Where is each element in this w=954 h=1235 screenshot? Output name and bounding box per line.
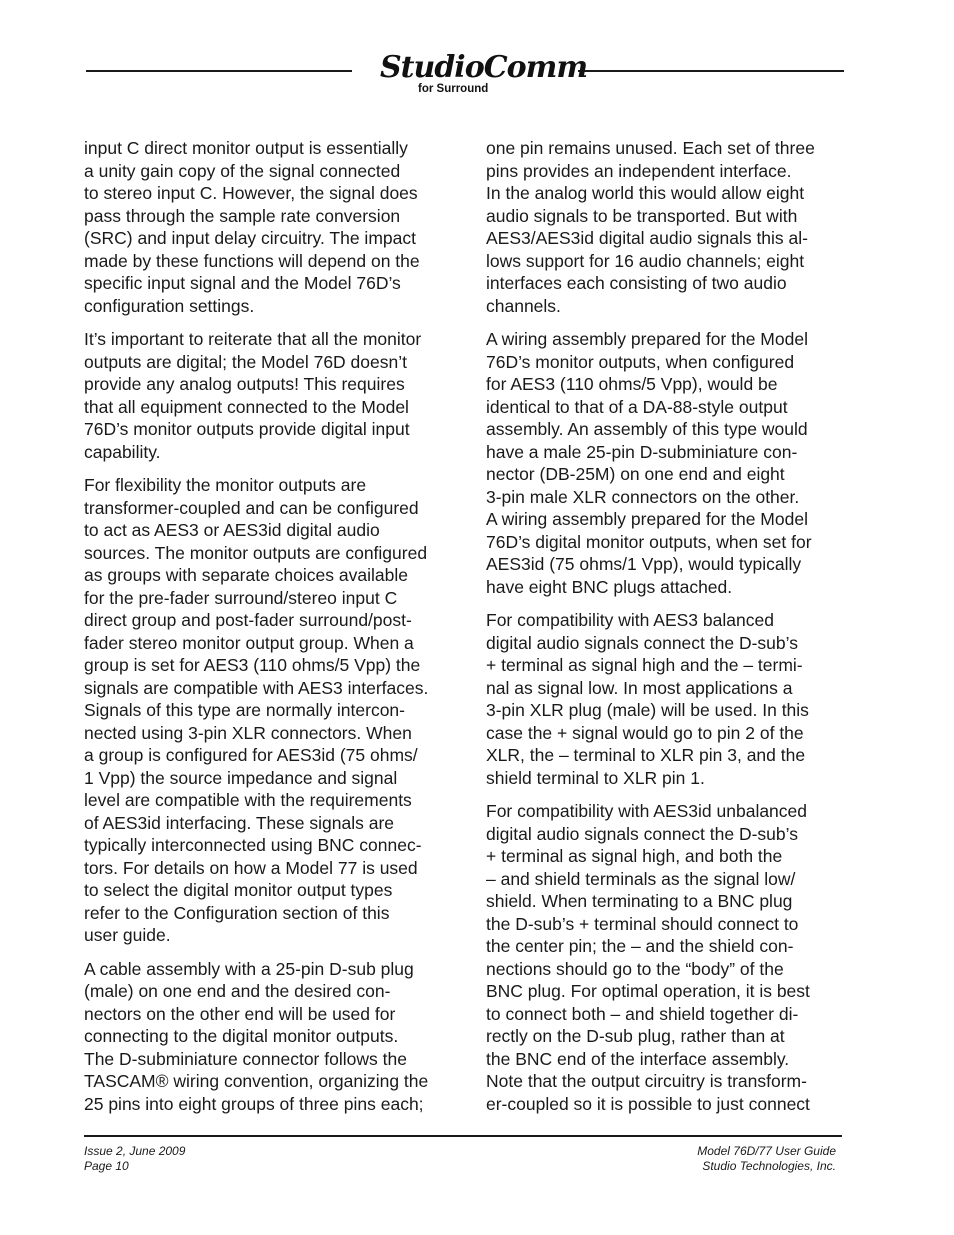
footer-rule — [84, 1135, 842, 1137]
paragraph: A cable assembly with a 25-pin D-sub plug (male) on one end and the desired con- nectors on the other end will be used for connecting to the digital monitor outputs. The D-subminiature connector follows the TASCAM® wiring convention, organizing the 25 pins into eight groups of three pins each; — [84, 958, 429, 1114]
header-rule-left — [86, 70, 352, 72]
logo-script-text: StudioComm — [380, 50, 588, 85]
paragraph: It’s important to reiterate that all the monitor outputs are digital; the Model 76D doesn’t provide any analog outputs! This requires that all equipment connected to the Model 76D’s monitor outputs provide digital input capability. — [84, 329, 422, 462]
paragraph: A wiring assembly prepared for the Model 76D’s monitor outputs, when configured for AES3 (110 ohms/5 Vpp), would be identical to that of a DA-88-style output assembly. An assembly of this type would have a male 25-pin D-subminiature con- nector (DB-25M) on one end and eight 3-pin male XLR connectors on the other. A wiring assembly prepared for the Model 76D’s digital monitor outputs, when set for AES3id (75 ohms/1 Vpp), would typically have eight BNC plugs attached. — [486, 329, 812, 597]
footer-page-number: Page 10 — [84, 1159, 129, 1173]
left-column — [84, 137, 456, 1126]
header-rule-right — [578, 70, 844, 72]
footer-issue: Issue 2, June 2009 — [84, 1144, 186, 1158]
footer-guide-title: Model 76D/77 User Guide — [697, 1144, 836, 1158]
studiocomm-logo — [380, 50, 588, 98]
paragraph: one pin remains unused. Each set of three pins provides an independent interface. In the analog world this would allow eight audio signals to be transported. But with AES3/AES3id digital audio signals this al- lows support for 16 audio channels; eight interfaces each consisting of two audio channels. — [486, 138, 815, 316]
footer-company: Studio Technologies, Inc. — [702, 1159, 836, 1173]
footer-left — [84, 1144, 185, 1174]
paragraph: For compatibility with AES3id unbalanced digital audio signals connect the D-sub’s + terminal as signal high, and both the – and shield terminals as the signal low/ shield. When terminating to a BNC plug the D-sub’s + terminal should connect to the center pin; the – and the shield con- nections should go to the “body” of the BNC plug. For optimal operation, it is best to connect both – and shield together di- rectly on the D-sub plug, rather than at the BNC end of the interface assembly. Note that the output circuitry is transform- er-coupled so it is possible to just connect — [486, 801, 810, 1114]
paragraph: input C direct monitor output is essentially a unity gain copy of the signal connected to stereo input C. However, the signal does pass through the sample rate conversion (SRC) and input delay circuitry. The impact made by these functions will depend on the specific input signal and the Model 76D’s configuration settings. — [84, 138, 420, 316]
footer-right — [697, 1144, 836, 1174]
right-column — [486, 137, 842, 1126]
paragraph: For compatibility with AES3 balanced digital audio signals connect the D-sub’s + terminal as signal high and the – termi- nal as signal low. In most applications a 3-pin XLR plug (male) will be used. In this case the + signal would go to pin 2 of the XLR, the – terminal to XLR pin 3, and the shield terminal to XLR pin 1. — [486, 610, 809, 788]
logo-subtitle: for Surround — [418, 83, 489, 95]
paragraph: For flexibility the monitor outputs are transformer-coupled and can be configured to act as AES3 or AES3id digital audio sources. The monitor outputs are configured as groups with separate choices available for the pre-fader surround/stereo input C direct group and post-fader surround/post- fader stereo monitor output group. When a group is set for AES3 (110 ohms/5 Vpp) the signals are compatible with AES3 interfaces. Signals of this type are normally intercon- nected using 3-pin XLR connectors. When a group is configured for AES3id (75 ohms/ 1 Vpp) the source impedance and signal level are compatible with the requirements of AES3id interfacing. These signals are typically interconnected using BNC connec- tors. For details on how a Model 77 is used to select the digital monitor output types refer to the Configuration section of this user guide. — [84, 475, 429, 945]
